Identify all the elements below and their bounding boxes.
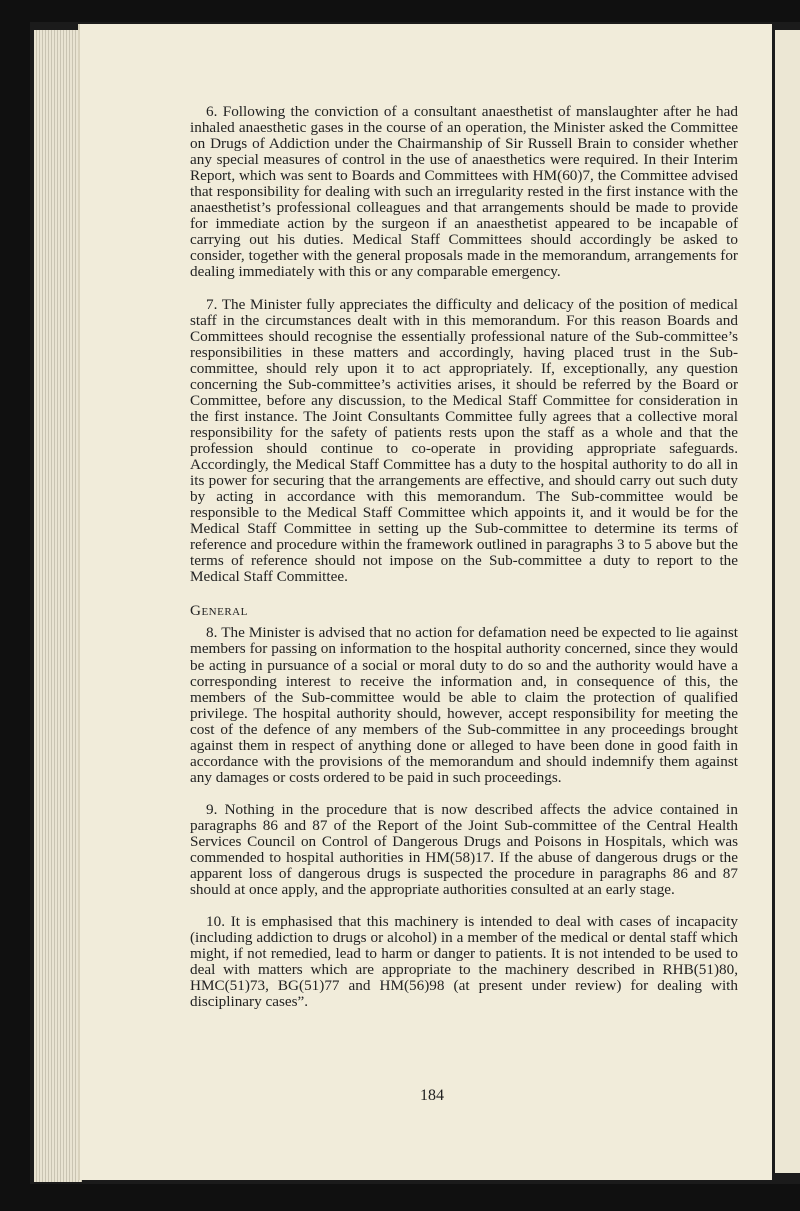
- paragraph-6: 6. Following the conviction of a consultant anaesthetist of manslaughter after he had inhaled anaesthetic gases in the course of an operation, the Minister asked the Committee on Drugs of Addiction under the Chairmanship of Sir Russell Brain to consider whether any special measures of control in the use of anaesthetics were required. In their Interim Report, which was sent to Boards and Committees with HM(60)7, the Committee advised that responsibility for dealing with such an irregularity rested in the first instance with the anaesthetist’s professional colleagues and that arrangements should be made to provide for immediate action by the surgeon if an anaesthetist appeared to be incapable of carrying out his duties. Medical Staff Committees should accordingly be asked to consider, together with the general proposals made in the memorandum, arrangements for dealing immediately with this or any comparable emergency.: [190, 103, 738, 281]
- page-edges: [34, 30, 82, 1182]
- section-heading-general: General: [190, 602, 248, 620]
- paragraph-7: 7. The Minister fully appreciates the difficulty and delicacy of the position of medical staff in the circumstances dealt with in this memorandum. For this reason Boards and Committees should recognise the essentially professional nature of the Sub-committee’s responsibilities in these matters and accordingly, having placed trust in the Sub-committee, should rely upon it to act appropriately. If, exceptionally, any question concerning the Sub-committee’s activities arises, it should be referred by the Board or Committee, before any discussion, to the Medical Staff Committee for consideration in the first instance. The Joint Consultants Committee fully agrees that a collective moral responsibility for the safety of patients rests upon the staff as a whole and that the profession should continue to co-operate in providing appropriate safeguards. Accordingly, the Medical Staff Committee has a duty to the hospital authority to do all in its power for securing that the arrangements are effective, and should carry out such duty by acting in accordance with this memorandum. The Sub-committee would be responsible to the Medical Staff Committee which appoints it, and it would be for the Medical Staff Committee in setting up the Sub-committee to determine its terms of reference and procedure within the framework outlined in paragraphs 3 to 5 above but the terms of reference should not impose on the Sub-committee a duty to report to the Medical Staff Committee.: [190, 295, 738, 586]
- paragraph-10: 10. It is emphasised that this machinery is intended to deal with cases of incapacity (including addiction to drugs or alcohol) in a member of the medical or dental staff which might, if not remedied, lead to harm or danger to patients. It is not intended to be used to deal with matters which are appropriate to the machinery described in RHB(51)80, HMC(51)73, BG(51)77 and HM(56)98 (at present under review) for dealing with disciplinary cases”.: [190, 913, 738, 1011]
- page-number: 184: [420, 1087, 444, 1104]
- paragraph-9: 9. Nothing in the procedure that is now described affects the advice contained in paragraphs 86 and 87 of the Report of the Joint Sub-committee of the Central Health Services Council on Control of Dangerous Drugs and Poisons in Hospitals, which was commended to hospital authorities in HM(58)17. If the abuse of dangerous drugs or the apparent loss of dangerous drugs is suspected the procedure in paragraphs 86 and 87 should at once apply, and the appropriate authorities consulted at an early stage.: [190, 800, 738, 899]
- paragraph-8: 8. The Minister is advised that no action for defamation need be expected to lie against members for passing on information to the hospital authority concerned, since they would be acting in pursuance of a social or moral duty to do so and the authority would have a corresponding interest to receive the information and, in consequence of this, the members of the Sub-committee would be able to claim the protection of qualified privilege. The hospital authority should, however, accept responsibility for meeting the cost of the defence of any members of the Sub-committee in any proceedings brought against them in respect of anything done or alleged to have been done in good faith in accordance with the provisions of the memorandum and should indemnify them against any damages or costs ordered to be paid in such proceedings.: [190, 624, 738, 786]
- adjacent-page-edge: [775, 30, 800, 1173]
- body-text: [190, 104, 738, 1026]
